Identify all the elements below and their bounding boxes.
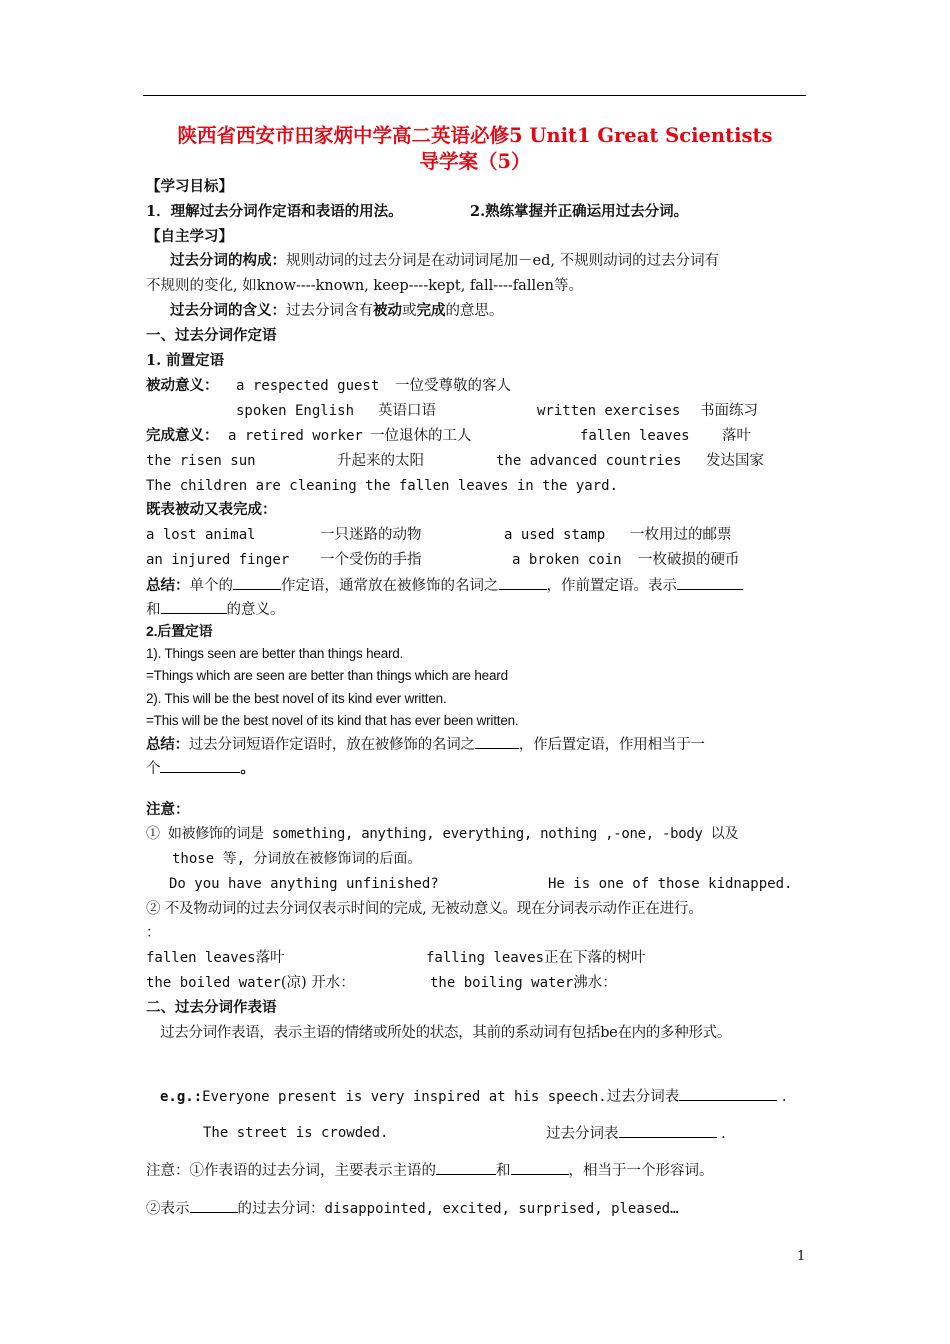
attention-text: 注意：①作表语的过去分词，主要表示主语的 <box>146 1163 436 1179</box>
eg-cn: 过去分词表 <box>546 1126 619 1142</box>
formation-paragraph-2: 不规则的变化, 如know----known, keep----kept, fall----fallen等。 <box>146 278 584 294</box>
example-cn: 落叶 <box>255 950 285 966</box>
summary-text: ，作后置定语，作用相当于一 <box>518 737 705 753</box>
formation-paragraph <box>170 251 719 271</box>
period: . <box>781 1089 787 1105</box>
example-cn: 一位受尊敬的客人 <box>395 378 511 394</box>
example-cn: 一枚破损的硬币 <box>638 552 740 568</box>
eg-sentence: Everyone present is very inspired at his speech. <box>202 1089 607 1105</box>
note-2-example <box>430 973 617 993</box>
example-en: a respected guest <box>236 378 380 394</box>
both-label: 既表被动又表完成： <box>146 501 277 518</box>
attention-text: 的过去分词： <box>237 1201 325 1217</box>
formation-text: 规则动词的过去分词是在动词词尾加－ed, 不规则动词的过去分词有 <box>286 253 720 269</box>
example-en: a used stamp <box>504 527 606 543</box>
fill-blank <box>619 1123 717 1138</box>
summary-text: 和 <box>146 602 161 618</box>
summary-text: 。 <box>240 761 255 777</box>
example-cn: 一只迷路的动物 <box>320 527 422 543</box>
fill-blank <box>190 1198 238 1213</box>
passive-label: 被动意义： <box>146 377 219 394</box>
meaning-or: 或 <box>402 303 417 319</box>
post-example-1: 1). Things seen are better than things heard. <box>146 646 404 661</box>
example-en: the boiled water <box>146 975 281 991</box>
heading-self-study: 【自主学习】 <box>146 228 233 245</box>
summary-label: 总结： <box>146 577 190 594</box>
fill-blank <box>511 1160 569 1175</box>
note-2-example <box>146 973 355 993</box>
subsection-prenominal: 1. 前置定语 <box>146 352 225 369</box>
example-cn: 升起来的太阳 <box>337 453 424 469</box>
example-en: a retired worker <box>228 428 363 444</box>
attention-2 <box>146 1198 679 1219</box>
note-1-example: He is one of those kidnapped. <box>548 876 793 892</box>
meaning-label: 过去分词的含义： <box>170 302 286 319</box>
summary-label: 总结： <box>146 737 189 753</box>
example-sentence: The children are cleaning the fallen leaves in the yard. <box>146 478 619 494</box>
note-1-example: Do you have anything unfinished? <box>169 876 439 892</box>
example-en: a lost animal <box>146 527 256 543</box>
example-en: written exercises <box>537 403 681 419</box>
attention-text: 和 <box>496 1163 511 1179</box>
example-en: falling leaves <box>426 950 545 966</box>
example-en: the risen sun <box>146 453 256 469</box>
meaning-passive: 被动 <box>373 302 402 319</box>
section-2-heading: 二、过去分词作表语 <box>146 999 277 1016</box>
example-cn: (凉) 开水： <box>280 975 355 991</box>
example-cn: 发达国家 <box>706 453 764 469</box>
heading-learning-goals: 【学习目标】 <box>146 178 233 195</box>
note-1-cont: those 等, 分词放在被修饰词的后面。 <box>172 851 422 867</box>
fill-blank <box>161 599 227 614</box>
example-en: spoken English <box>236 403 355 419</box>
page-number: 1 <box>797 1249 806 1264</box>
post-example-2: =Things which are seen are better than things which are heard <box>146 668 508 683</box>
example-en: an injured finger <box>146 552 290 568</box>
attention-text: ，相当于一个形容词。 <box>568 1163 714 1179</box>
example-en: the boiling water <box>430 975 574 991</box>
fill-blank <box>677 575 743 590</box>
eg-2: The street is crowded. <box>203 1125 389 1141</box>
eg-2-blank <box>546 1123 726 1144</box>
example-cn: 书面练习 <box>700 403 758 419</box>
fill-blank <box>436 1160 496 1175</box>
example-cn: 一枚用过的邮票 <box>630 527 732 543</box>
meaning-end: 的意思。 <box>445 303 504 319</box>
example-cn: 沸水： <box>573 975 617 991</box>
meaning-paragraph <box>170 301 504 321</box>
example-cn: 落叶 <box>722 428 751 444</box>
fill-blank <box>679 1086 777 1101</box>
eg-label: e.g.: <box>160 1089 203 1105</box>
example-en: fallen leaves <box>146 950 256 966</box>
summary-text: 作定语，通常放在被修饰的名词之 <box>281 578 499 594</box>
period: . <box>721 1126 726 1142</box>
header-rule <box>143 95 806 96</box>
note-2-example <box>146 948 285 968</box>
attention-1 <box>146 1160 714 1181</box>
note-1: ① 如被修饰的词是 something, anything, everything, nothing ,-one, -body 以及 <box>146 826 739 842</box>
document-title-line2: 导学案（5） <box>419 150 531 173</box>
note-2: ② 不及物动词的过去分词仅表示时间的完成, 无被动意义。现在分词表示动作正在进行。 <box>146 901 703 917</box>
fill-blank <box>475 734 519 749</box>
summary-text: 单个的 <box>189 578 233 594</box>
attention-text: ②表示 <box>146 1201 190 1217</box>
meaning-text: 过去分词含有 <box>286 303 373 319</box>
post-example-3: 2). This will be the best novel of its kind ever written. <box>146 691 447 706</box>
note-2-colon: ： <box>146 925 161 941</box>
eg-cn: 过去分词表 <box>606 1089 680 1105</box>
example-cn: 正在下落的树叶 <box>544 950 646 966</box>
example-cn: 英语口语 <box>378 403 436 419</box>
goal-2: 2.熟练掌握并正确运用过去分词。 <box>470 203 689 220</box>
eg-1 <box>160 1086 786 1107</box>
example-en: fallen leaves <box>580 428 690 444</box>
section-2-text: 过去分词作表语，表示主语的情绪或所处的状态，其前的系动词有包括be在内的多种形式。 <box>160 1025 732 1041</box>
fill-blank <box>233 575 281 590</box>
summary-2-cont <box>146 758 255 779</box>
goal-1: 1．理解过去分词作定语和表语的用法。 <box>146 203 403 220</box>
example-cn: 一个受伤的手指 <box>320 552 422 568</box>
summary-2 <box>146 734 705 755</box>
attention-examples: disappointed, excited, surprised, pleased… <box>324 1201 679 1217</box>
note-2-example <box>426 948 646 968</box>
document-title-line1: 陕西省西安市田家炳中学高二英语必修5 Unit1 Great Scientists <box>177 124 773 147</box>
summary-text: 个 <box>146 761 161 777</box>
complete-label: 完成意义： <box>146 427 219 444</box>
section-1-heading: 一、过去分词作定语 <box>146 327 277 344</box>
subsection-postnominal: 2.后置定语 <box>146 623 213 639</box>
meaning-complete: 完成 <box>416 302 446 319</box>
example-en: a broken coin <box>512 552 622 568</box>
example-en: the advanced countries <box>496 453 682 469</box>
summary-1-cont <box>146 599 285 620</box>
fill-blank <box>499 575 547 590</box>
summary-text: 过去分词短语作定语时，放在被修饰的名词之 <box>188 737 475 753</box>
note-label: 注意： <box>146 801 190 818</box>
summary-text: ，作前置定语。表示 <box>546 578 677 594</box>
summary-text: 的意义。 <box>226 602 285 618</box>
post-example-4: =This will be the best novel of its kind that has ever been written. <box>146 713 519 728</box>
example-cn: 一位退休的工人 <box>370 428 472 444</box>
summary-1 <box>146 575 743 596</box>
fill-blank <box>160 758 240 773</box>
formation-label: 过去分词的构成： <box>170 252 286 269</box>
